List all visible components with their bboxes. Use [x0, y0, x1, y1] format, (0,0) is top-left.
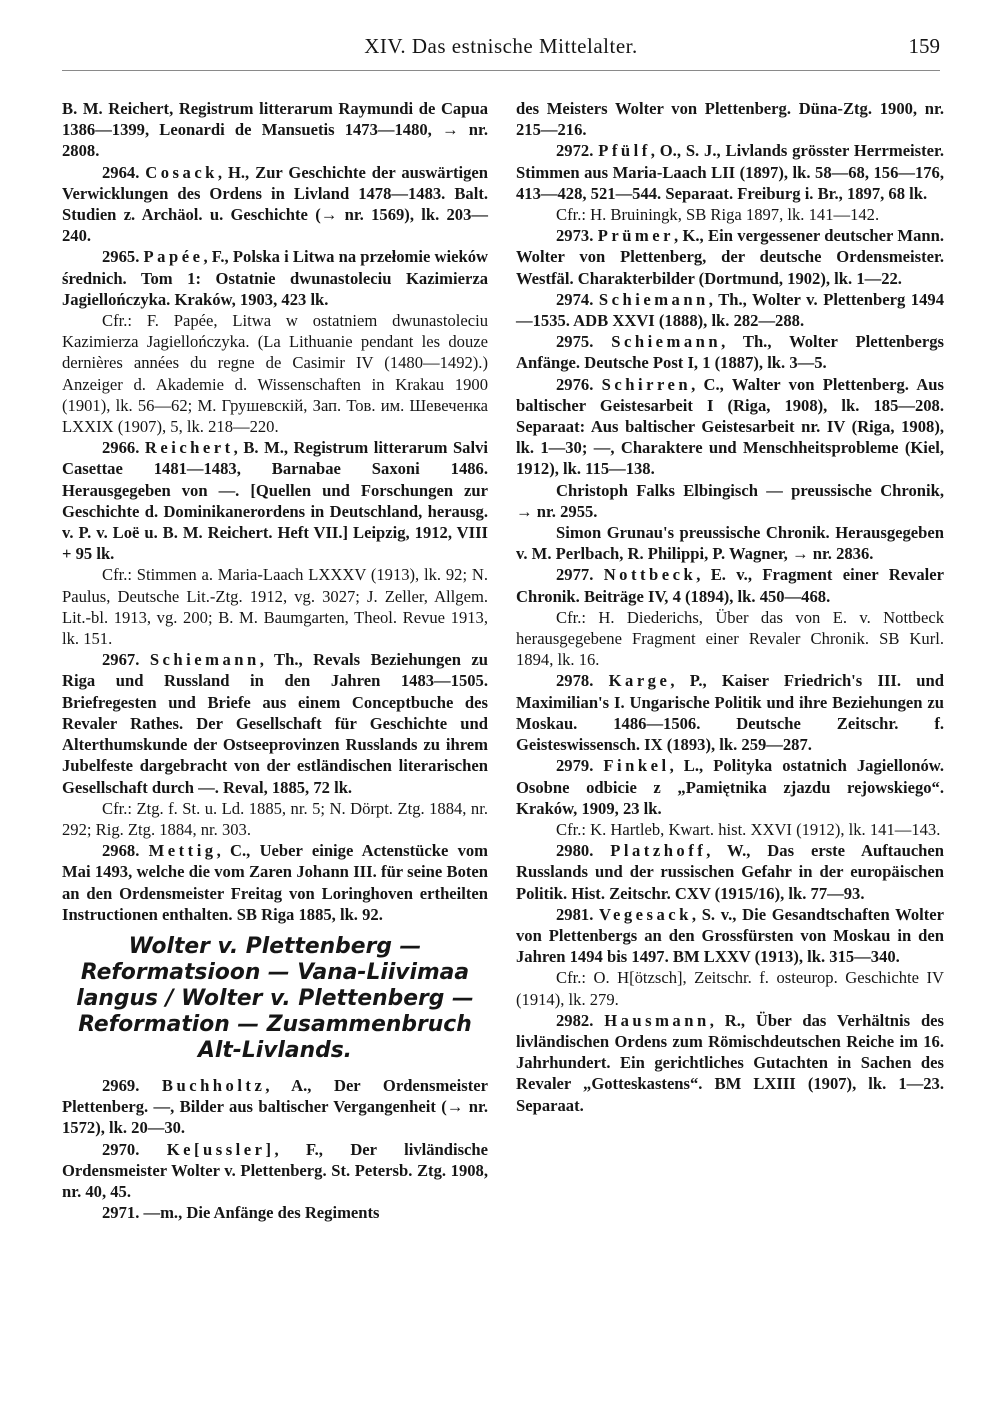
entry-text: , C., Walter von Plettenberg. Aus baltischer Geistesarbeit I (Riga, 1908), lk. 185—208. Separaat: Aus baltischer Geistesarbeit nr. IV (Riga, 1908), lk. 1—30; —, Charaktere und Menschheitsprobleme (Kiel, 1912), lk. 115—138.	[516, 374, 944, 479]
entry-author: Reichert	[144, 438, 234, 458]
bibliography-entry	[516, 904, 944, 968]
section-heading: Wolter v. Plettenberg — Reformatsioon — Vana-Liivimaa langus / Wolter v. Plettenberg — Reformation — Zusammenbruch Alt-Livlands.	[76, 933, 474, 1063]
entry-author: Platzhoff	[610, 841, 707, 861]
entry-author: Karge	[608, 671, 671, 691]
entry-number: 2971.	[102, 1203, 140, 1223]
entry-author: Cosack	[145, 162, 218, 182]
entry-text: Simon Grunau's preussische Chronik. Herausgegeben v. M. Perlbach, R. Philippi, P. Wagner, → nr. 2836.	[516, 523, 944, 564]
entry-review-note	[516, 607, 944, 671]
entry-text: , K., Ein vergessener deutscher Mann. Wolter von Plettenberg, der deutsche Ordensmeister. Westfäl. Charakterbilder (Dortmund, 1902), lk. 1—22.	[516, 226, 944, 288]
entry-text: Cfr.: H. Diederichs, Über das von E. v. Nottbeck herausgegebene Fragment einer Revaler Chronik. SB Kurl. 1894, lk. 16.	[516, 607, 944, 670]
bibliography-entry	[62, 1075, 488, 1139]
entry-author: Pfülf	[598, 141, 651, 161]
entry-number: 2979.	[556, 756, 594, 776]
entry-text: , Th., Wolter Plettenbergs Anfänge. Deutsche Post I, 1 (1887), lk. 3—5.	[516, 332, 944, 373]
entry-review-note	[516, 967, 944, 1009]
entry-continuation	[516, 98, 944, 140]
entry-number: 2973.	[556, 226, 594, 246]
entry-text: , R., Über das Verhältnis des livländischen Ordens zum Römischdeutschen Reiche im 16. Jahrhundert. Ein gerichtliches Gutachten in Sachen des Revaler „Gotteskastens“. BM LXIII (1907), lk. 1—23. Separaat.	[516, 1010, 944, 1115]
bibliography-entry	[516, 755, 944, 819]
entry-text: Cfr.: K. Hartleb, Kwart. hist. XXVI (1912), lk. 141—143.	[556, 819, 941, 839]
entry-text: Christoph Falks Elbingisch — preussische Chronik, → nr. 2955.	[516, 480, 944, 521]
entry-text: , F., Polska i Litwa na przełomie wieków średnich. Tom 1: Ostatnie dwunastoleciu Kazimierza Jagiellończyka. Kraków, 1903, 423 lk.	[62, 247, 488, 309]
entry-author: Hausmann	[604, 1010, 710, 1030]
entry-review-note	[62, 798, 488, 840]
entry-number: 2969.	[102, 1075, 140, 1095]
entry-number: 2967.	[102, 650, 140, 670]
bibliography-entry	[516, 140, 944, 204]
entry-text: B. M. Reichert, Registrum litterarum Raymundi de Capua 1386—1399, Leonardi de Mansuetis 1473—1480, → nr. 2808.	[62, 99, 488, 161]
bibliography-entry	[516, 840, 944, 904]
entry-author: Buchholtz	[161, 1075, 266, 1095]
entry-review-note	[516, 204, 944, 225]
entry-review-note	[62, 564, 488, 649]
left-column	[62, 98, 488, 1223]
entry-author: Schiemann	[149, 650, 260, 670]
bibliography-entry	[516, 670, 944, 755]
entry-number: 2972.	[556, 141, 594, 161]
entry-text: Cfr.: H. Bruiningk, SB Riga 1897, lk. 141—142.	[556, 205, 880, 225]
entry-text: , L., Polityka ostatnich Jagiellonów. Osobne odbicie z „Pamiętnika zjazdu rejowskiego“. Kraków, 1909, 23 lk.	[516, 756, 944, 818]
page-header	[62, 30, 940, 71]
entry-text: , E. v., Fragment einer Revaler Chronik. Beiträge IV, 4 (1894), lk. 450—468.	[516, 565, 944, 606]
entry-number: 2982.	[556, 1010, 594, 1030]
entry-author: Finkel	[603, 756, 670, 776]
bibliography-entry	[62, 649, 488, 797]
entry-text: , Th., Revals Beziehungen zu Riga und Russland in den Jahren 1483—1505. Briefregesten und Briefe aus einem Conceptbuche des Revaler Rathes. Der Gesellschaft für Geschichte und Alterthumskunde der Ostseeprovinzen Russlands zu ihrem Jubelfeste dargebracht von der estländischen literarischen Gesellschaft durch —. Reval, 1885, 72 lk.	[62, 650, 488, 797]
entry-text: , S. v., Die Gesandtschaften Wolter von Plettenbergs an den Grossfürsten von Moskau in den Jahren 1494 bis 1497. BM LXXV (1913), lk. 315—340.	[516, 904, 944, 967]
entry-text: , F., Der livländische Ordensmeister Wolter v. Plettenberg. St. Petersb. Ztg. 1908, nr. 40, 45.	[62, 1139, 489, 1201]
entry-author: Prümer	[597, 226, 674, 246]
entry-review-note	[516, 819, 944, 840]
entry-text: , O., S. J., Livlands grösster Herrmeister. Stimmen aus Maria-Laach LII (1897), lk. 58—68, 156—176, 413—428, 521—544. Separaat. Freiburg i. Br., 1897, 68 lk.	[516, 141, 945, 203]
entry-author: Schirren	[601, 374, 692, 394]
bibliography-entry	[516, 374, 944, 480]
bibliography-entry	[516, 1010, 944, 1116]
entry-text: des Meisters Wolter von Plettenberg. Düna-Ztg. 1900, nr. 215—216.	[516, 99, 944, 140]
bibliography-entry	[62, 840, 488, 925]
entry-cross-reference	[516, 480, 944, 522]
bibliography-entry	[62, 1202, 488, 1223]
entry-number: 2978.	[556, 671, 594, 691]
entry-text: , B. M., Registrum litterarum Salvi Casettae 1481—1483, Barnabae Saxoni 1486. Herausgegeben von —. [Quellen und Forschungen zur Geschichte d. Dominikanerordens in Deutschland, herausg. v. P. v. Loë u. B. M. Reichert. Heft VII.] Leipzig, 1912, VIII + 95 lk.	[62, 438, 488, 564]
entry-number: 2970.	[102, 1139, 140, 1159]
entry-text: , H., Zur Geschichte der auswärtigen Verwicklungen des Ordens in Livland 1478—1483. Balt. Studien z. Archäol. u. Geschichte (→ nr. 1569), lk. 203—240.	[62, 162, 488, 246]
entry-number: 2966.	[102, 438, 140, 458]
entry-number: 2976.	[556, 374, 594, 394]
bibliography-entry	[516, 289, 944, 331]
page-number: 159	[908, 34, 940, 58]
entry-number: 2965.	[102, 247, 140, 267]
entry-review-note	[62, 310, 488, 437]
bibliography-entry	[516, 225, 944, 289]
right-column	[516, 98, 944, 1116]
entry-number: 2980.	[556, 841, 594, 861]
entry-number: 2974.	[556, 289, 594, 309]
bibliography-entry	[516, 331, 944, 373]
entry-text: —m., Die Anfänge des Regiments	[143, 1203, 380, 1223]
entry-text: , A., Der Ordensmeister Plettenberg. —, Bilder aus baltischer Vergangenheit (→ nr. 1572), lk. 20—30.	[62, 1075, 488, 1138]
bibliography-entry	[62, 1139, 488, 1203]
entry-cross-reference	[516, 522, 944, 564]
entry-text: Cfr.: Stimmen a. Maria-Laach LXXXV (1913), lk. 92; N. Paulus, Deutsche Lit.-Ztg. 1912, vg. 3027; J. Zeller, Allgem. Lit.-bl. 1913, vg. 200; B. M. Baumgarten, Theol. Revue 1913, lk. 151.	[62, 565, 488, 649]
entry-number: 2964.	[102, 162, 140, 182]
bibliography-entry	[516, 564, 944, 606]
running-title: XIV. Das estnische Mittelalter.	[364, 34, 638, 58]
entry-number: 2981.	[556, 904, 594, 924]
entry-text: Cfr.: F. Papée, Litwa w ostatniem dwunastoleciu Kazimierza Jagiellończyka. (La Lithuanie pendant les douze dernières années du regne de Casimir IV (1480—1492).) Anzeiger d. Akademie d. Wissenschaften in Krakau 1900 (1901), lk. 56—62; М. Грушевскiй, Зап. Тов. им. Шевеченка LXXIX (1907), 5, lk. 218—220.	[62, 311, 488, 437]
entry-text: , Th., Wolter v. Plettenberg 1494—1535. ADB XXVI (1888), lk. 282—288.	[516, 289, 944, 331]
entry-text: , C., Ueber einige Actenstücke vom Mai 1493, welche die vom Zaren Johann III. für seine Boten an den Ordensmeister Freitag von Loringhoven ertheilten Instructionen enthalten. SB Riga 1885, lk. 92.	[62, 841, 488, 924]
entry-text: , W., Das erste Auftauchen Russlands und der russischen Gefahr in der europäischen Politik. Hist. Zeitschr. CXV (1915/16), lk. 77—93.	[516, 841, 945, 903]
entry-number: 2975.	[556, 332, 594, 352]
entry-author: Schiemann	[598, 289, 709, 309]
bibliography-entry	[62, 162, 488, 247]
entry-text: Cfr.: Ztg. f. St. u. Ld. 1885, nr. 5; N. Dörpt. Ztg. 1884, nr. 292; Rig. Ztg. 1884, nr. 303.	[62, 798, 488, 839]
entry-author: Ke[ussler]	[166, 1139, 275, 1159]
entry-text: , P., Kaiser Friedrich's III. und Maximilian's I. Ungarische Politik und ihre Beziehungen zu Moskau. 1486—1506. Deutsche Zeitschr. f. Geisteswissensch. IX (1893), lk. 259—287.	[516, 671, 944, 755]
entry-continuation	[62, 98, 488, 162]
entry-author: Nottbeck	[603, 565, 697, 585]
entry-text: Cfr.: O. H[ötzsch], Zeitschr. f. osteurop. Geschichte IV (1914), lk. 279.	[516, 968, 944, 1009]
entry-author: Mettig	[148, 841, 217, 861]
entry-number: 2968.	[102, 841, 140, 861]
entry-author: Vegesack	[599, 904, 692, 924]
entry-author: Schiemann	[611, 332, 722, 352]
entry-author: Papée	[143, 247, 204, 267]
bibliography-entry	[62, 246, 488, 310]
entry-number: 2977.	[556, 565, 594, 585]
bibliography-entry	[62, 437, 488, 564]
